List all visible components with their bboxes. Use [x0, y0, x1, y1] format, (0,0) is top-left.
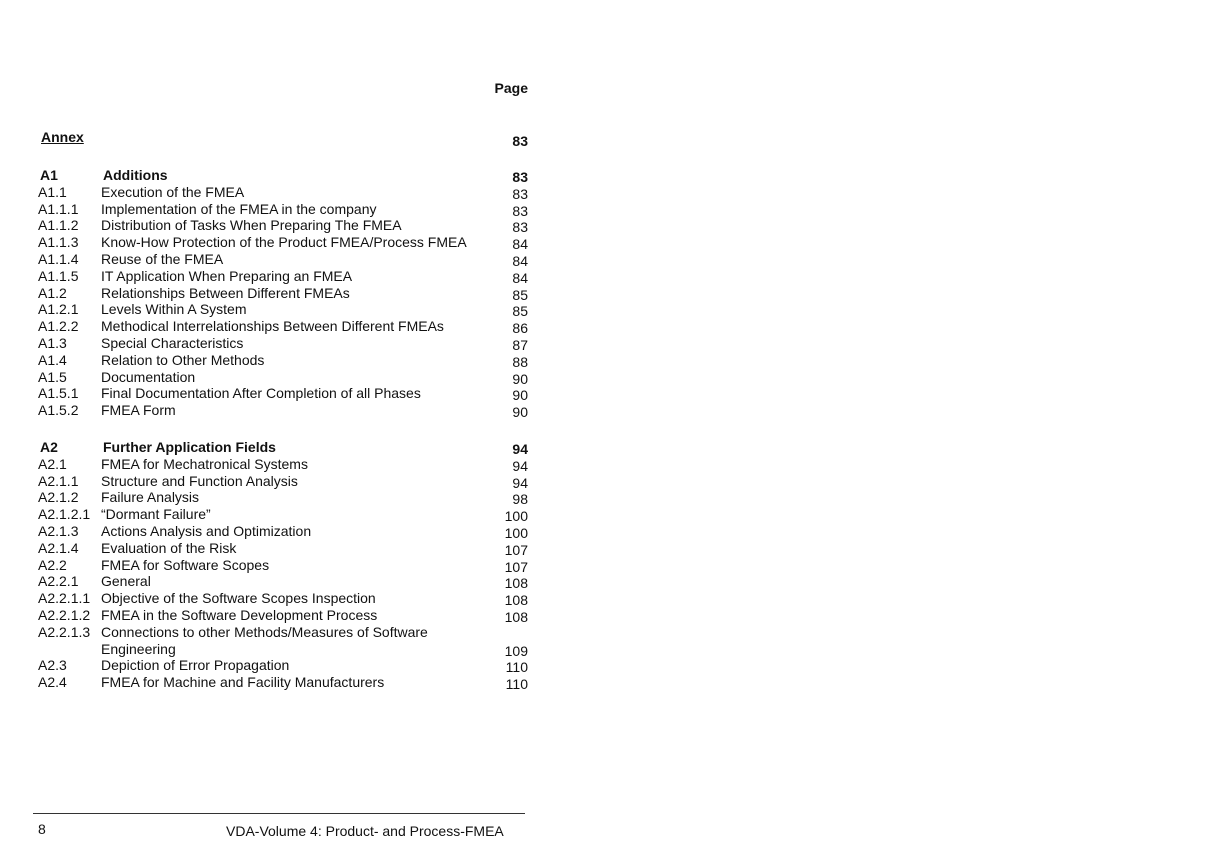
toc-entry-number: A1.4	[38, 351, 67, 368]
toc-entry-page: 83	[512, 185, 528, 202]
toc-entry	[38, 318, 528, 335]
toc-entry-page: 90	[512, 404, 528, 421]
toc-entry-number: A2.2.1.1	[38, 590, 91, 607]
toc-section-a1	[38, 167, 528, 419]
toc-entry-number: A1.5	[38, 368, 67, 385]
toc-section-a2	[38, 439, 528, 691]
toc-entry-title: Special Characteristics	[101, 334, 244, 351]
toc-entry-title: Relationships Between Different FMEAs	[101, 284, 350, 301]
footer-rule	[33, 813, 525, 814]
annex-title: Annex	[41, 129, 84, 145]
toc-entry	[38, 201, 528, 218]
toc-entry-number: A2.2.1	[38, 573, 79, 590]
toc-entry-page: 98	[512, 491, 528, 508]
toc-entry-number: A1.1.4	[38, 250, 79, 267]
toc-entry-title: Connections to other Methods/Measures of Software	[101, 623, 428, 640]
toc-entry-page: 110	[505, 676, 528, 693]
toc-entry-number: A1.5.1	[38, 385, 79, 402]
toc-entry-number: A2.2	[38, 556, 67, 573]
toc-entry-number: A2.2.1.2	[38, 606, 91, 623]
toc-entry	[38, 385, 528, 402]
toc-entry	[38, 506, 528, 523]
toc-entry-page: 85	[512, 303, 528, 320]
toc-entry-number: A2.1.4	[38, 539, 79, 556]
toc-entry-number: A2.4	[38, 674, 67, 691]
toc-entry-page: 85	[512, 286, 528, 303]
toc-entry	[38, 301, 528, 318]
toc-entry-title: Actions Analysis and Optimization	[101, 522, 312, 539]
toc-entry	[38, 268, 528, 285]
toc-entry-page: 88	[512, 353, 528, 370]
toc-entry	[38, 234, 528, 251]
toc-entry-number: A2.1.2	[38, 489, 79, 506]
toc-entry-title: FMEA in the Software Development Process	[101, 606, 378, 623]
toc-entry-title: Final Documentation After Completion of all Phases	[101, 385, 421, 402]
toc-entry	[38, 184, 528, 201]
toc-entry	[38, 335, 528, 352]
toc-entry-page: 86	[512, 320, 528, 337]
toc-entry-page: 100	[504, 508, 528, 525]
toc-entry-number: A1.5.2	[38, 402, 79, 419]
toc-entry-page: 108	[504, 608, 528, 625]
toc-entry	[38, 473, 528, 490]
toc-entry	[38, 624, 528, 641]
toc-entry-number: A1.2.1	[38, 301, 79, 318]
toc-entry	[38, 674, 528, 691]
toc-entry-page: 110	[505, 659, 528, 676]
toc-entry-title: General	[101, 573, 151, 590]
toc-entry-number: A2.2.1.3	[38, 623, 91, 640]
annex-page: 83	[512, 133, 528, 149]
toc-entry-title: Depiction of Error Propagation	[101, 657, 290, 674]
toc-entry-title: Further Application Fields	[103, 439, 276, 455]
toc-entry-title: Distribution of Tasks When Preparing The FMEA	[101, 217, 402, 234]
toc-entry-title: FMEA Form	[101, 402, 176, 419]
toc-entry-number: A1.3	[38, 334, 67, 351]
toc-entry	[38, 489, 528, 506]
toc-entry-page: 84	[512, 252, 528, 269]
toc-entry-title: Evaluation of the Risk	[101, 539, 237, 556]
toc-entry-title: FMEA for Machine and Facility Manufacturers	[101, 674, 385, 691]
toc-entry-title: Methodical Interrelationships Between Different FMEAs	[101, 318, 444, 335]
toc-entry-title: Know-How Protection of the Product FMEA/Process FMEA	[101, 234, 467, 251]
toc-entry-number: A2.1.2.1	[38, 506, 91, 523]
toc-entry-title: Execution of the FMEA	[101, 183, 245, 200]
toc-entry-page: 87	[512, 336, 528, 353]
toc-entry-page: 107	[504, 558, 528, 575]
toc-entry	[38, 352, 528, 369]
toc-entry-title: Documentation	[101, 368, 196, 385]
page-column-label: Page	[494, 80, 528, 96]
toc-entry-title: Objective of the Software Scopes Inspection	[101, 590, 376, 607]
toc-entry-page: 107	[504, 541, 528, 558]
toc-entry-page: 108	[504, 575, 528, 592]
toc-entry	[38, 557, 528, 574]
toc-entry	[38, 285, 528, 302]
toc-entry-page: 109	[504, 642, 528, 659]
toc-entry-title: IT Application When Preparing an FMEA	[101, 267, 353, 284]
annex-row	[41, 129, 528, 149]
toc-entry-title: Additions	[103, 167, 168, 183]
footer-title: VDA-Volume 4: Product- and Process-FMEA	[226, 823, 504, 839]
toc-entry-title: FMEA for Mechatronical Systems	[101, 455, 308, 472]
toc-entry	[38, 251, 528, 268]
toc-entry	[38, 369, 528, 386]
toc-entry-number: A2.1	[38, 455, 67, 472]
toc-entry	[38, 523, 528, 540]
toc-entry-number: A1.2.2	[38, 318, 79, 335]
toc-entry-number: A1.1.3	[38, 234, 79, 251]
toc-entry-title: Reuse of the FMEA	[101, 250, 224, 267]
toc-entry-number: A2.3	[38, 657, 67, 674]
toc-entry-title: Implementation of the FMEA in the company	[101, 200, 377, 217]
toc-entry-title: Relation to Other Methods	[101, 351, 265, 368]
toc-entry-number: A2.1.1	[38, 472, 79, 489]
toc-entry-page: 83	[512, 219, 528, 236]
toc-entry	[38, 456, 528, 473]
toc-entry-number: A1.1	[38, 183, 67, 200]
toc-entry-title: Levels Within A System	[101, 301, 247, 318]
toc-entry-page: 90	[512, 370, 528, 387]
toc-entry-page: 84	[512, 236, 528, 253]
toc-entry-title: FMEA for Software Scopes	[101, 556, 270, 573]
toc-entry-page: 83	[512, 169, 528, 185]
toc-entry-number: A2.1.3	[38, 522, 79, 539]
toc-entry	[38, 641, 528, 658]
toc-entry-page: 84	[512, 269, 528, 286]
toc-section-heading	[38, 167, 528, 184]
toc-entry-page: 94	[512, 457, 528, 474]
toc-section-heading	[38, 439, 528, 456]
toc-entry	[38, 657, 528, 674]
toc-entry-number: A1.1.1	[38, 200, 79, 217]
toc-entry	[38, 573, 528, 590]
toc-entry-number: A1.1.5	[38, 267, 79, 284]
toc-entry	[38, 590, 528, 607]
toc-entry	[38, 607, 528, 624]
toc-entry-title: Engineering	[101, 640, 176, 657]
toc-entry	[38, 402, 528, 419]
toc-entry-page: 100	[504, 524, 528, 541]
toc-entry-page: 90	[512, 387, 528, 404]
toc-entry-number: A1.1.2	[38, 217, 79, 234]
toc-entry	[38, 217, 528, 234]
toc-entry-number: A1.2	[38, 284, 67, 301]
toc-entry	[38, 540, 528, 557]
toc-entry-page: 94	[512, 474, 528, 491]
toc-entry-page: 108	[504, 592, 528, 609]
toc-entry-title: Failure Analysis	[101, 489, 200, 506]
toc-entry-title: Structure and Function Analysis	[101, 472, 298, 489]
toc-entry-page: 83	[512, 202, 528, 219]
toc-entry-page: 94	[512, 441, 528, 457]
toc-entry-title: “Dormant Failure”	[101, 506, 211, 523]
footer-page-number: 8	[38, 821, 46, 837]
toc-entry-number: A1	[40, 167, 58, 183]
toc-entry-number: A2	[40, 439, 58, 455]
